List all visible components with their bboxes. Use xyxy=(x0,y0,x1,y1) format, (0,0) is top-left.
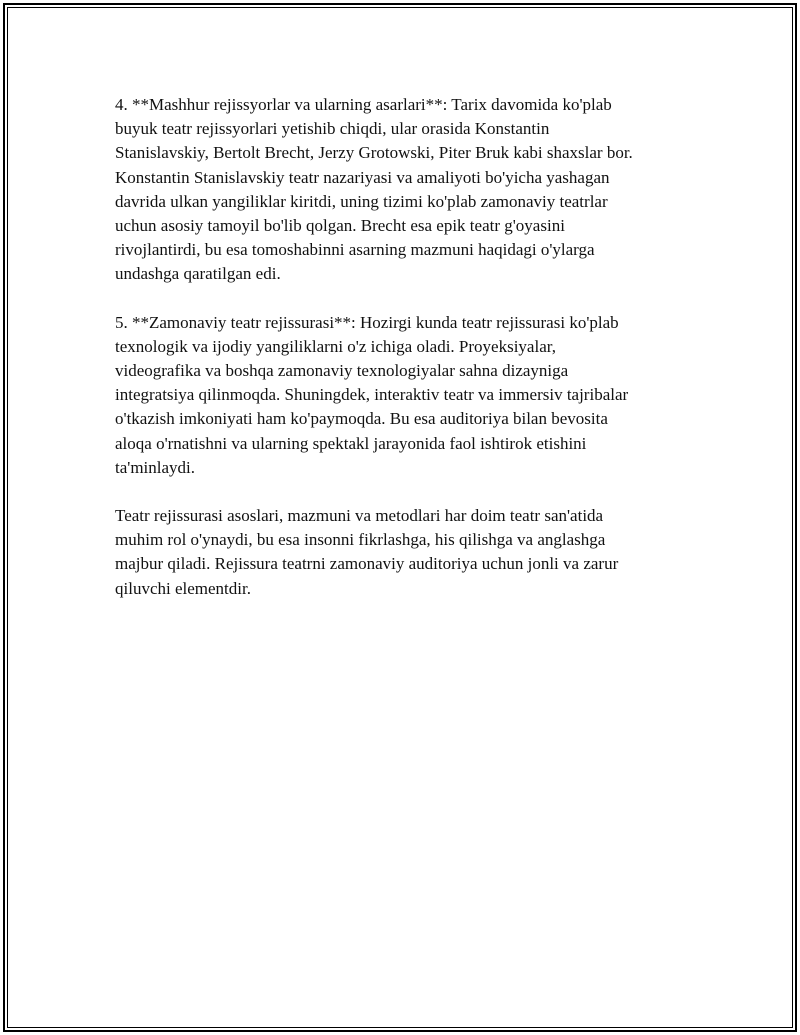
paragraph-conclusion: Teatr rejissurasi asoslari, mazmuni va metodlari har doim teatr san'atida muhim rol o'ynaydi, bu esa insonni fikrlashga, his qilishga va anglashga majbur qiladi. Rejissura teatrni zamonaviy auditoriya uchun jonli va zarur qiluvchi elementdir. xyxy=(115,506,619,598)
paragraph-modern-directing: 5. **Zamonaviy teatr rejissurasi**: Hozirgi kunda teatr rejissurasi ko'plab texnologik va ijodiy yangiliklarni o'z ichiga oladi. Proyeksiyalar, videografika va boshqa zamonaviy texnologiyalar sahna dizayniga integratsiya qilinmoqda. Shuningdek, interaktiv teatr va immersiv tajribalar o'tkazish imkoniyati ham ko'paymoqda. Bu esa auditoriya bilan bevosita aloqa o'rnatishni va ularning spektakl jarayonida faol ishtirok etishini ta'minlaydi. xyxy=(115,312,629,477)
paragraph-famous-directors: 4. **Mashhur rejissyorlar va ularning asarlari**: Tarix davomida ko'plab buyuk teatr rejissyorlari yetishib chiqdi, ular orasida Konstantin Stanislavskiy, Bertolt Brecht, Jerzy Grotowski, Piter Bruk kabi shaxslar bor. Konstantin Stanislavskiy teatr nazariyasi va amaliyoti bo'yicha yashagan davrida ulkan yangiliklar kiritdi, uning tizimi ko'plab zamonaviy teatrlar uchun asosiy tamoyil bo'lib qolgan. Brecht esa epik teatr g'oyasini rivojlantirdi, bu esa tomoshabinni asarning mazmuni haqidagi o'ylarga undashga qaratilgan edi. xyxy=(115,95,633,284)
document-body xyxy=(115,93,715,625)
